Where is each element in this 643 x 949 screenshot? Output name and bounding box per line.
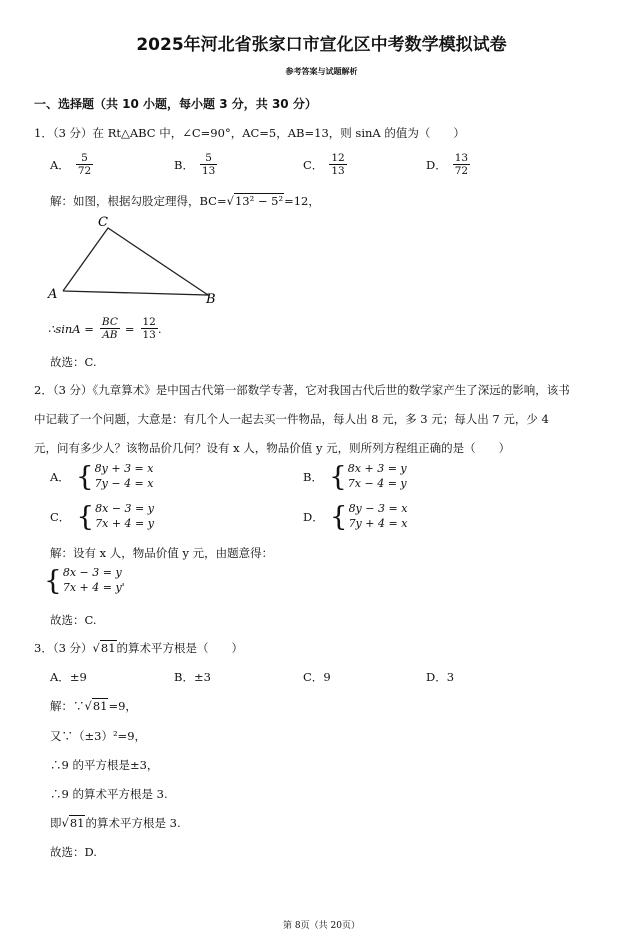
option-value: 3 [446, 670, 455, 684]
fraction-denominator: 13 [142, 329, 156, 342]
fraction-denominator: 13 [331, 165, 345, 178]
brace-icon: { [329, 500, 348, 533]
sqrt-radicand: 81 [69, 816, 85, 830]
fraction-denominator: 72 [77, 165, 92, 178]
option-value: 9 [323, 670, 331, 684]
option-label: C． [303, 157, 324, 172]
equation-line: 8y + 3 = x [94, 462, 154, 475]
q3-option-c[interactable] [303, 669, 331, 685]
solution-text: 的算术平方根是 3. [85, 816, 181, 830]
solution-text: 解：如图，根据勾股定理得，BC= [50, 194, 227, 208]
vertex-label-c: C [98, 215, 108, 230]
solution-text: 即 [50, 816, 62, 830]
equals-sign: = [124, 321, 135, 336]
option-label: B． [174, 157, 194, 172]
equation-line: 8x − 3 = y [95, 502, 154, 515]
page-title: 2025年河北省张家口市宣化区中考数学模拟试卷 [136, 35, 507, 55]
option-label: A． [50, 469, 70, 484]
solution-text: 解：∵ [50, 699, 85, 713]
equation-line: 7y − 4 = x [94, 476, 154, 490]
q2-option-d[interactable] [303, 502, 407, 532]
fraction-numerator: 13 [454, 152, 469, 164]
q2-solution: 解：设有 x 人，物品价值 y 元，由题意得： [50, 546, 274, 560]
q2-option-c[interactable] [50, 502, 154, 532]
result-fraction [100, 316, 120, 341]
equation-system [76, 502, 154, 532]
q2-solution-system [44, 566, 125, 596]
option-label: D． [426, 157, 447, 172]
stem-text: 3．（3 分） [34, 641, 93, 655]
option-fraction [76, 152, 93, 177]
option-label: B． [174, 670, 194, 684]
q2-stem-line2: 中记载了一个问题，大意是：有几个人一起去买一件物品，每人出 8 元，多 3 元；每人出 7 元，少 4 [34, 412, 549, 426]
q3-option-b[interactable] [174, 669, 211, 685]
q3-solution-line4: ∴9 的算术平方根是 3. [50, 787, 168, 801]
page-subtitle: 参考答案与试题解析 [285, 67, 358, 76]
q3-answer: 故选：D. [50, 845, 97, 859]
result-fraction [141, 316, 158, 341]
q2-stem-line3: 元，问有多少人？该物品价几何？设有 x 人，物品价值 y 元，则所列方程组正确的是（ ） [34, 441, 511, 455]
option-fraction [453, 152, 470, 177]
q3-solution-line3: ∴9 的平方根是±3， [50, 758, 159, 772]
option-label: A． [50, 670, 70, 684]
q2-option-b[interactable] [303, 462, 407, 492]
result-text: ∴sinA = [48, 321, 94, 336]
q3-option-d[interactable] [426, 669, 454, 685]
equation-system [330, 502, 408, 532]
vertex-label-a: A [48, 287, 58, 302]
q1-option-d[interactable] [426, 152, 470, 177]
triangle-figure [40, 210, 230, 310]
q1-option-b[interactable] [174, 152, 217, 177]
option-label: C． [50, 509, 71, 524]
option-label: D． [303, 509, 324, 524]
q2-answer: 故选：C. [50, 613, 97, 627]
q1-result [48, 316, 162, 341]
fraction-denominator: 72 [454, 165, 469, 178]
q1-stem: 1．（3 分）在 Rt△ABC 中，∠C=90°，AC=5，AB=13，则 sinA 的值为（ ） [34, 126, 465, 140]
equation-system [329, 462, 407, 492]
fraction-numerator: 12 [142, 316, 156, 328]
brace-icon: { [44, 564, 62, 597]
brace-icon: { [75, 460, 94, 493]
vertex-label-b: B [206, 292, 216, 307]
equation-line: 8x − 3 = y [62, 566, 122, 579]
q1-option-c[interactable] [303, 152, 347, 177]
stem-text: 的算术平方根是（ ） [116, 641, 244, 655]
sqrt-sign: √ [226, 194, 234, 208]
q1-answer: 故选：C. [50, 355, 97, 369]
option-value: ±9 [69, 670, 87, 684]
solution-text: =12， [284, 194, 320, 208]
equation-line: 7x − 4 = y [347, 476, 407, 490]
brace-icon: { [76, 500, 95, 533]
option-label: A． [50, 157, 70, 172]
option-fraction [329, 152, 346, 177]
sqrt-radicand: 81 [100, 641, 116, 655]
fraction-numerator: BC [101, 316, 118, 328]
q3-stem [34, 640, 243, 656]
solution-text: =9， [108, 699, 137, 713]
brace-icon: { [328, 460, 347, 493]
equation-line: 7x + 4 = y' [62, 580, 125, 594]
sqrt-sign: √ [92, 641, 100, 655]
q1-solution [50, 193, 320, 209]
fraction-numerator: 5 [81, 152, 88, 164]
q3-option-a[interactable] [50, 669, 87, 685]
option-fraction [200, 152, 217, 177]
q2-option-a[interactable] [50, 462, 153, 492]
fraction-numerator: 5 [205, 152, 212, 164]
option-label: B． [303, 469, 323, 484]
sqrt-radicand: 13² − 5² [234, 194, 284, 208]
triangle-outline [63, 228, 208, 295]
option-value: ±3 [193, 670, 211, 684]
fraction-numerator: 12 [331, 152, 345, 164]
page-footer: 第 8页（共 20页） [283, 921, 360, 931]
q1-option-a[interactable] [50, 152, 93, 177]
q3-solution-line1 [50, 698, 137, 714]
equation-line: 7y + 4 = x [348, 516, 408, 530]
equation-line: 8y − 3 = x [348, 502, 408, 515]
section-heading: 一、选择题（共 10 小题，每小题 3 分，共 30 分） [34, 97, 317, 111]
fraction-denominator: AB [102, 329, 118, 342]
sqrt-radicand: 81 [92, 699, 108, 713]
q3-solution-line2: 又∵（±3）²=9， [50, 729, 147, 743]
equation-line: 7x + 4 = y [95, 516, 154, 530]
sqrt-sign: √ [84, 699, 92, 713]
q2-stem-line1: 2．（3 分）《九章算术》是中国古代第一部数学专著，它对我国古代后世的数学家产生了深远的影响，该书 [34, 383, 570, 397]
equation-line: 8x + 3 = y [347, 462, 407, 475]
fraction-denominator: 13 [201, 165, 216, 178]
equation-system [76, 462, 154, 492]
option-label: D． [426, 670, 447, 684]
q3-solution-line5 [50, 815, 181, 831]
equation-system [44, 566, 125, 596]
option-label: C． [303, 670, 324, 684]
period: . [157, 321, 162, 336]
sqrt-sign: √ [61, 816, 69, 830]
